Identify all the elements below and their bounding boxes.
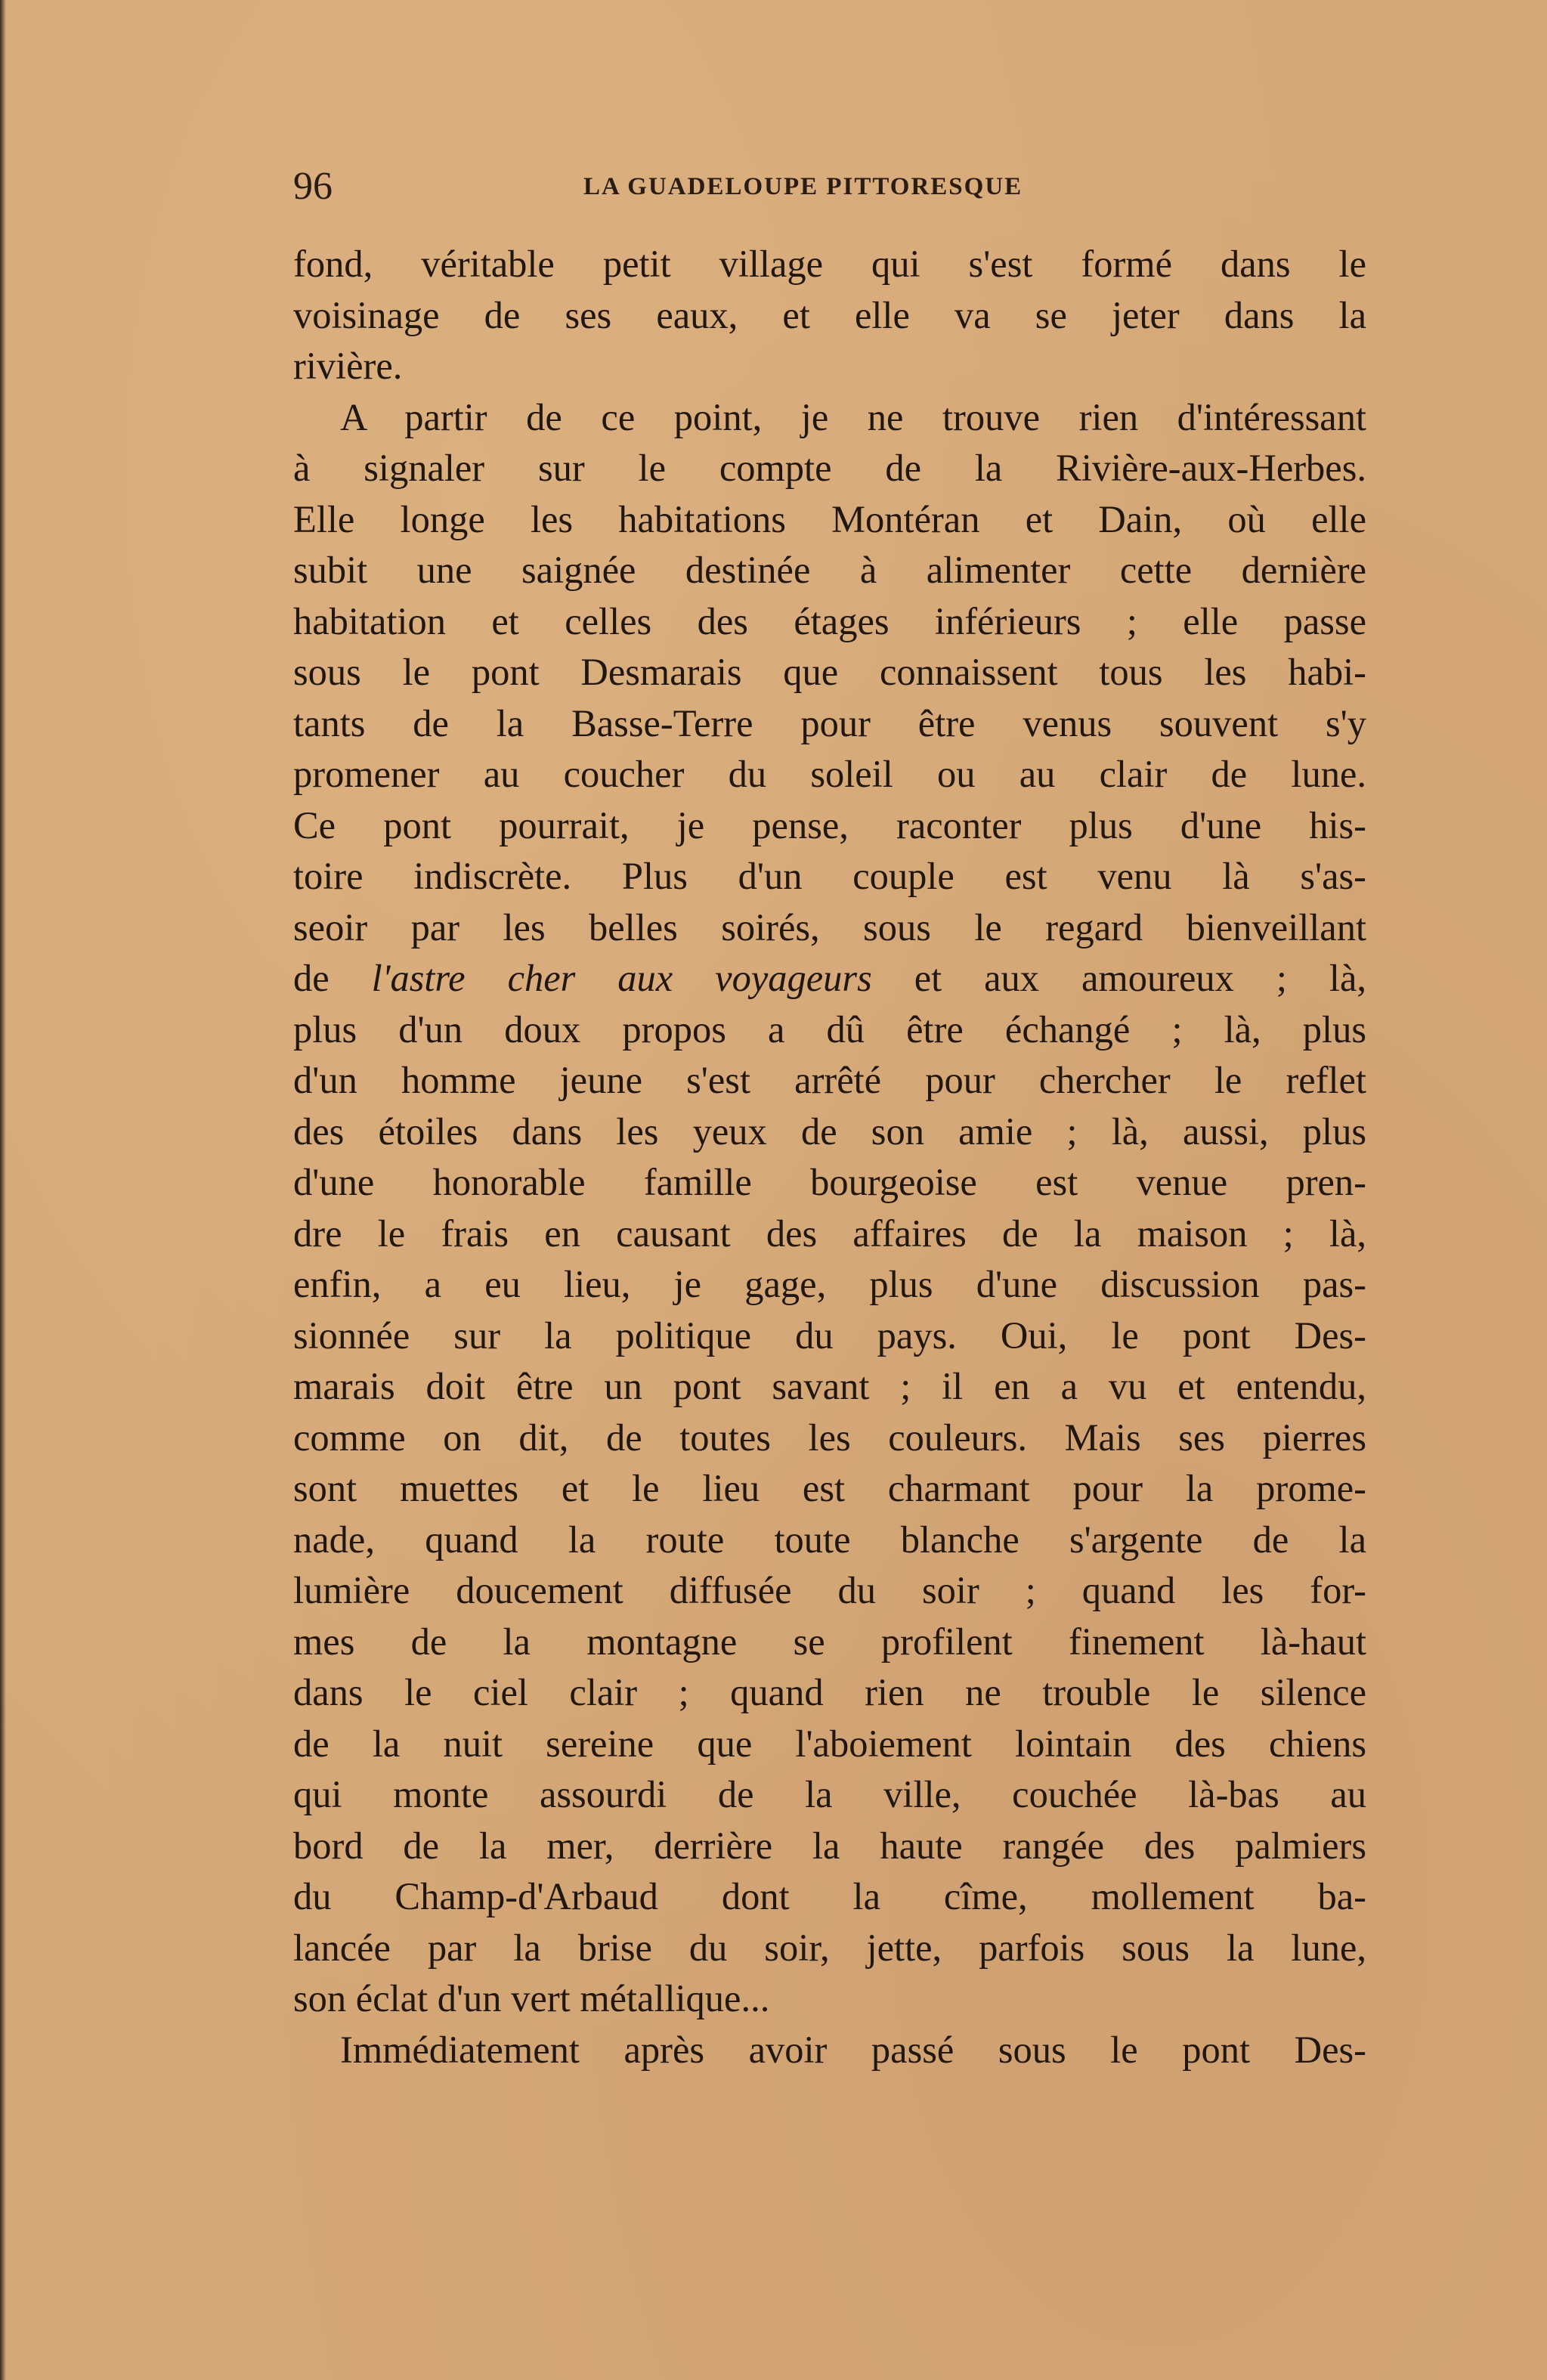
text-line: subit une saignée destinée à alimenter cette dernière [293,549,1366,591]
text-fragment: de [293,957,372,999]
text-line: Immédiatement après avoir passé sous le pont Des- [340,2028,1366,2071]
text-line: tants de la Basse-Terre pour être venus souvent s'y [293,701,1366,744]
page-number: 96 [293,165,333,208]
text-fragment: et aux amoureux ; là, [871,957,1366,999]
text-line: mes de la montagne se profilent finement là-haut [293,1620,1366,1663]
text-line: nade, quand la route toute blanche s'argente de la [293,1518,1366,1561]
page-binding-shadow [0,0,6,2380]
text-line: habitation et celles des étages inférieurs ; elle passe [293,599,1366,642]
text-line: enfin, a eu lieu, je gage, plus d'une discussion pas- [293,1263,1366,1305]
text-line: toire indiscrète. Plus d'un couple est venu là s'as- [293,855,1366,897]
text-line: son éclat d'un vert métallique... [293,1977,770,2019]
text-line: sous le pont Desmarais que connaissent tous les habi- [293,651,1366,693]
text-line: voisinage de ses eaux, et elle va se jeter dans la [293,293,1366,336]
text-line-with-italic [293,953,1366,1004]
text-line: dre le frais en causant des affaires de la maison ; là, [293,1212,1366,1255]
text-line: sionnée sur la politique du pays. Oui, le pont Des- [293,1314,1366,1357]
text-line: fond, véritable petit village qui s'est formé dans le [293,243,1366,285]
body-text [293,239,1366,2075]
text-line: comme on dit, de toutes les couleurs. Mais ses pierres [293,1416,1366,1459]
text-line: à signaler sur le compte de la Rivière-aux-Herbes. [293,447,1366,489]
text-line: d'un homme jeune s'est arrêté pour chercher le reflet [293,1059,1366,1101]
text-line: de la nuit sereine que l'aboiement lointain des chiens [293,1722,1366,1765]
text-line: qui monte assourdi de la ville, couchée là-bas au [293,1773,1366,1815]
text-line: A partir de ce point, je ne trouve rien d'intéressant [340,395,1366,438]
text-line: sont muettes et le lieu est charmant pour la prome- [293,1467,1366,1509]
text-line: d'une honorable famille bourgeoise est venue pren- [293,1161,1366,1203]
running-title: LA GUADELOUPE PITTORESQUE [583,173,1023,200]
text-line: bord de la mer, derrière la haute rangée des palmiers [293,1824,1366,1867]
text-line: des étoiles dans les yeux de son amie ; là, aussi, plus [293,1110,1366,1153]
text-line: seoir par les belles soirés, sous le regard bienveillant [293,905,1366,949]
text-line: marais doit être un pont savant ; il en a vu et entendu, [293,1365,1366,1407]
text-line: rivière. [293,345,403,387]
text-line: Elle longe les habitations Montéran et Dain, où elle [293,497,1366,540]
text-line: plus d'un doux propos a dû être échangé ; là, plus [293,1007,1366,1051]
text-line: du Champ-d'Arbaud dont la cîme, mollement ba- [293,1875,1366,1917]
text-line: lumière doucement diffusée du soir ; quand les for- [293,1569,1366,1611]
text-line: promener au coucher du soleil ou au clair de lune. [293,753,1366,795]
italic-quotation: l'astre cher aux voyageurs [371,957,872,999]
text-line: dans le ciel clair ; quand rien ne trouble le silence [293,1671,1366,1713]
text-line: Ce pont pourrait, je pense, raconter plus d'une his- [293,803,1366,846]
page-header [293,160,1366,213]
text-line: lancée par la brise du soir, jette, parfois sous la lune, [293,1926,1366,1969]
